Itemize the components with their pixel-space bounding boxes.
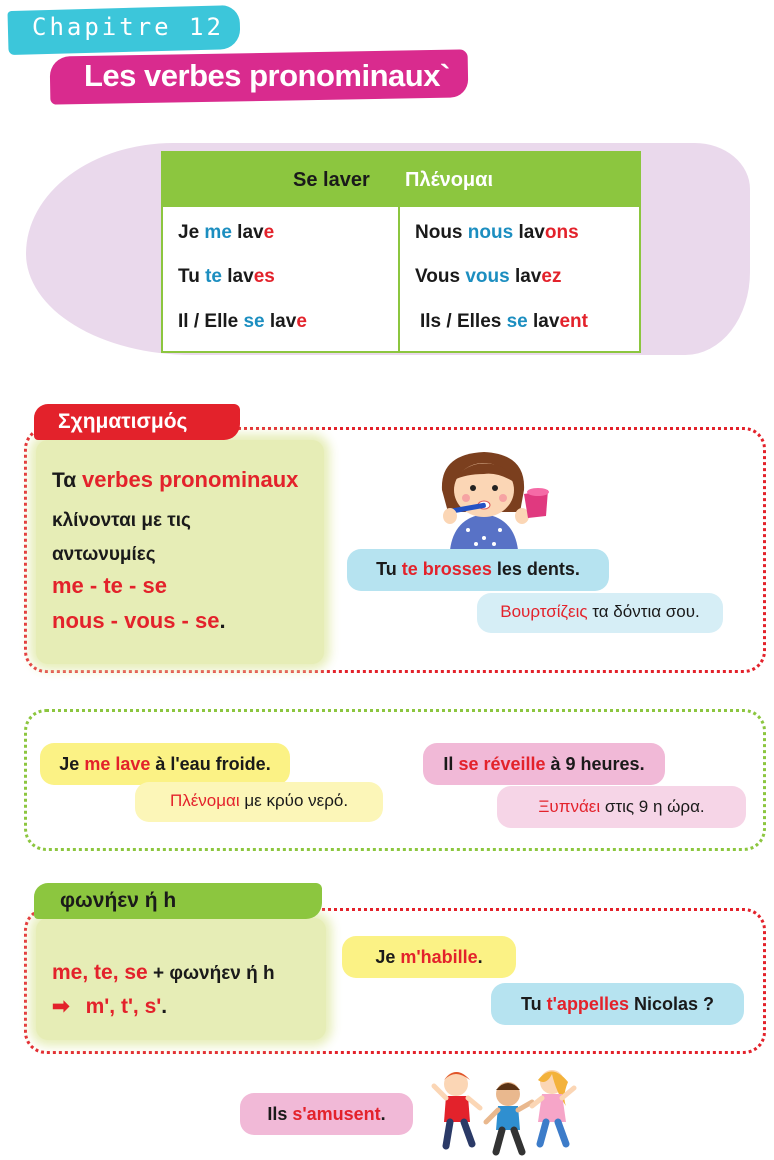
example-amusent: Ils s'amusent. bbox=[240, 1093, 413, 1135]
example-brosses-fr: Tu te brosses les dents. bbox=[347, 549, 609, 591]
page-title: Les verbes pronominaux` bbox=[84, 58, 450, 93]
table-header bbox=[163, 153, 639, 207]
formation-line2: κλίνονται με τις bbox=[52, 510, 191, 531]
formation-line4: me - te - se bbox=[52, 573, 167, 598]
formation-line5: nous - vous - se. bbox=[52, 608, 226, 633]
example-appelles: Tu t'appelles Nicolas ? bbox=[491, 983, 744, 1025]
conj-ils: Ils / Elles se lavent bbox=[420, 311, 588, 332]
verb-french: Se laver bbox=[293, 169, 370, 191]
vowel-tag-label: φωνήεν ή h bbox=[60, 889, 177, 912]
example-reveille-fr: Il se réveille à 9 heures. bbox=[423, 743, 665, 785]
example-habille: Je m'habille. bbox=[342, 936, 516, 978]
formation-line3: αντωνυμίες bbox=[52, 544, 156, 565]
girl-brushing-teeth-illustration bbox=[428, 450, 552, 550]
conj-nous: Nous nous lavons bbox=[415, 222, 579, 243]
conjugation-table bbox=[161, 151, 641, 353]
table-divider bbox=[398, 207, 400, 353]
formation-tag-label: Σχηματισμός bbox=[58, 410, 188, 433]
vowel-rule-result: ➡ m', t', s'. bbox=[52, 995, 168, 1018]
chapter-label: Chapitre 12 bbox=[32, 13, 224, 41]
conj-je: Je me lave bbox=[178, 222, 275, 243]
conj-il: Il / Elle se lave bbox=[178, 311, 307, 332]
example-lave-fr: Je me lave à l'eau froide. bbox=[40, 743, 290, 785]
arrow-right-icon: ➡ bbox=[52, 995, 70, 1018]
example-reveille-gr: Ξυπνάει στις 9 η ώρα. bbox=[497, 786, 746, 828]
conj-vous: Vous vous lavez bbox=[415, 266, 562, 287]
formation-tag bbox=[34, 404, 240, 440]
example-lave-gr: Πλένομαι με κρύο νερό. bbox=[135, 782, 383, 822]
example-brosses-gr: Βουρτσίζεις τα δόντια σου. bbox=[477, 593, 723, 633]
formation-line1: Τα verbes pronominaux bbox=[52, 467, 299, 492]
kids-jumping-illustration bbox=[428, 1066, 578, 1158]
vowel-rule: me, te, se + φωνήεν ή h bbox=[52, 961, 275, 984]
vowel-tag bbox=[34, 883, 322, 919]
verb-greek: Πλένομαι bbox=[405, 169, 494, 191]
conj-tu: Tu te laves bbox=[178, 266, 275, 287]
